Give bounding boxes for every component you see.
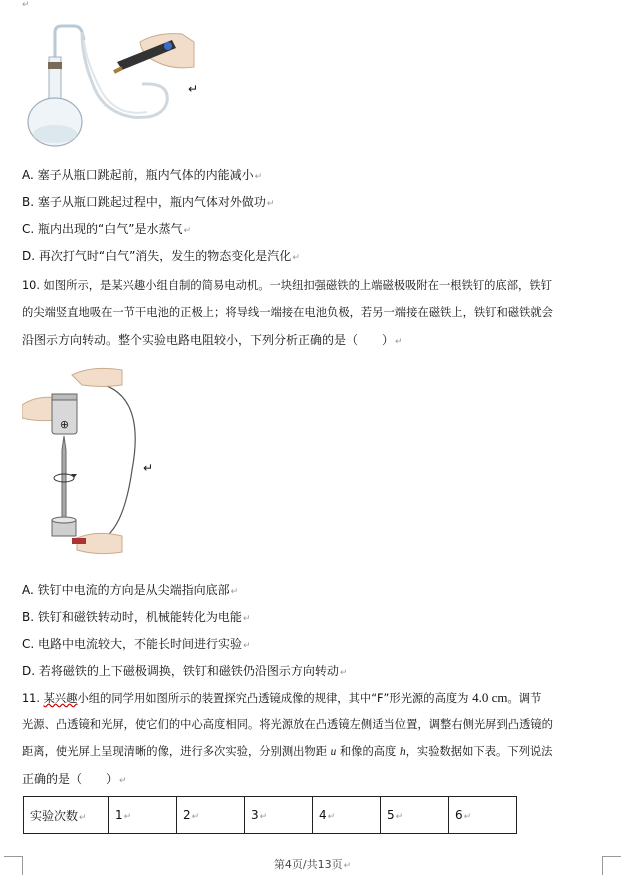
q10-stem-line1: 10. 如图所示，是某兴趣小组自制的简易电动机。一块纽扣强磁铁的上端磁极吸附在一根铁钉的底部，铁钉 — [22, 279, 552, 292]
table-header-cell: 实验次数↵ — [24, 797, 109, 834]
q10-option-b: B. 铁钉和磁铁转动时，机械能转化为电能↵ — [22, 610, 251, 624]
table-cell: 5↵ — [381, 797, 449, 834]
q10-option-c: C. 电路中电流较大，不能长时间进行实验↵ — [22, 637, 251, 651]
table-cell: 3↵ — [245, 797, 313, 834]
table-cell: 1↵ — [109, 797, 177, 834]
q9-option-d: D. 再次打气时“白气”消失，发生的物态变化是汽化↵ — [22, 249, 300, 263]
table-row — [24, 797, 517, 834]
wire — [92, 382, 135, 542]
top-hand — [72, 368, 122, 386]
q9-option-c: C. 瓶内出现的“白气”是水蒸气↵ — [22, 222, 191, 236]
flask-pump-figure — [22, 22, 197, 152]
q11-stem-line4: 正确的是（ ）↵ — [22, 772, 127, 786]
q11-stem-line1: 11. 某兴趣小组的同学用如图所示的装置探究凸透镜成像的规律，其中“F”形光源的高度为 4.0 cm。调节 — [22, 690, 542, 705]
table-cell: 6↵ — [449, 797, 517, 834]
top-paragraph-mark: ↵ — [22, 0, 30, 10]
q9-option-a: A. 塞子从瓶口跳起前，瓶内气体的内能减小↵ — [22, 168, 263, 182]
q10-option-d: D. 若将磁铁的上下磁极调换，铁钉和磁铁仍沿图示方向转动↵ — [22, 664, 348, 678]
battery-plus-symbol: ⊕ — [59, 418, 70, 431]
figure2-mark: ↵ — [143, 461, 154, 475]
q10-stem-line3: 沿图示方向转动。整个实验电路电阻较小，下列分析正确的是（ ）↵ — [22, 333, 403, 347]
experiment-table — [23, 796, 517, 834]
motor-figure — [22, 360, 142, 565]
q9-option-b: B. 塞子从瓶口跳起过程中，瓶内气体对外做功↵ — [22, 195, 275, 209]
q10-option-a: A. 铁钉中电流的方向是从尖端指向底部↵ — [22, 583, 239, 597]
q11-stem-line2: 光源、凸透镜和光屏，使它们的中心高度相同。将光源放在凸透镜左侧适当位置，调整右侧光屏到凸透镜的 — [22, 718, 553, 731]
page-footer: 第4页/共13页↵ — [273, 858, 352, 871]
table-cell: 4↵ — [313, 797, 381, 834]
q11-stem-line3: 距离，使光屏上呈现清晰的像，进行多次实验，分别测出物距 u 和像的高度 h，实验数据如下表。下列说法 — [22, 745, 553, 758]
nail — [62, 436, 66, 520]
table-cell: 2↵ — [177, 797, 245, 834]
figure1-mark: ↵ — [188, 82, 199, 96]
q10-stem-line2: 的尖端竖直地吸在一节干电池的正极上；将导线一端接在电池负极，若另一端接在磁铁上，铁钉和磁铁就会 — [22, 306, 553, 319]
